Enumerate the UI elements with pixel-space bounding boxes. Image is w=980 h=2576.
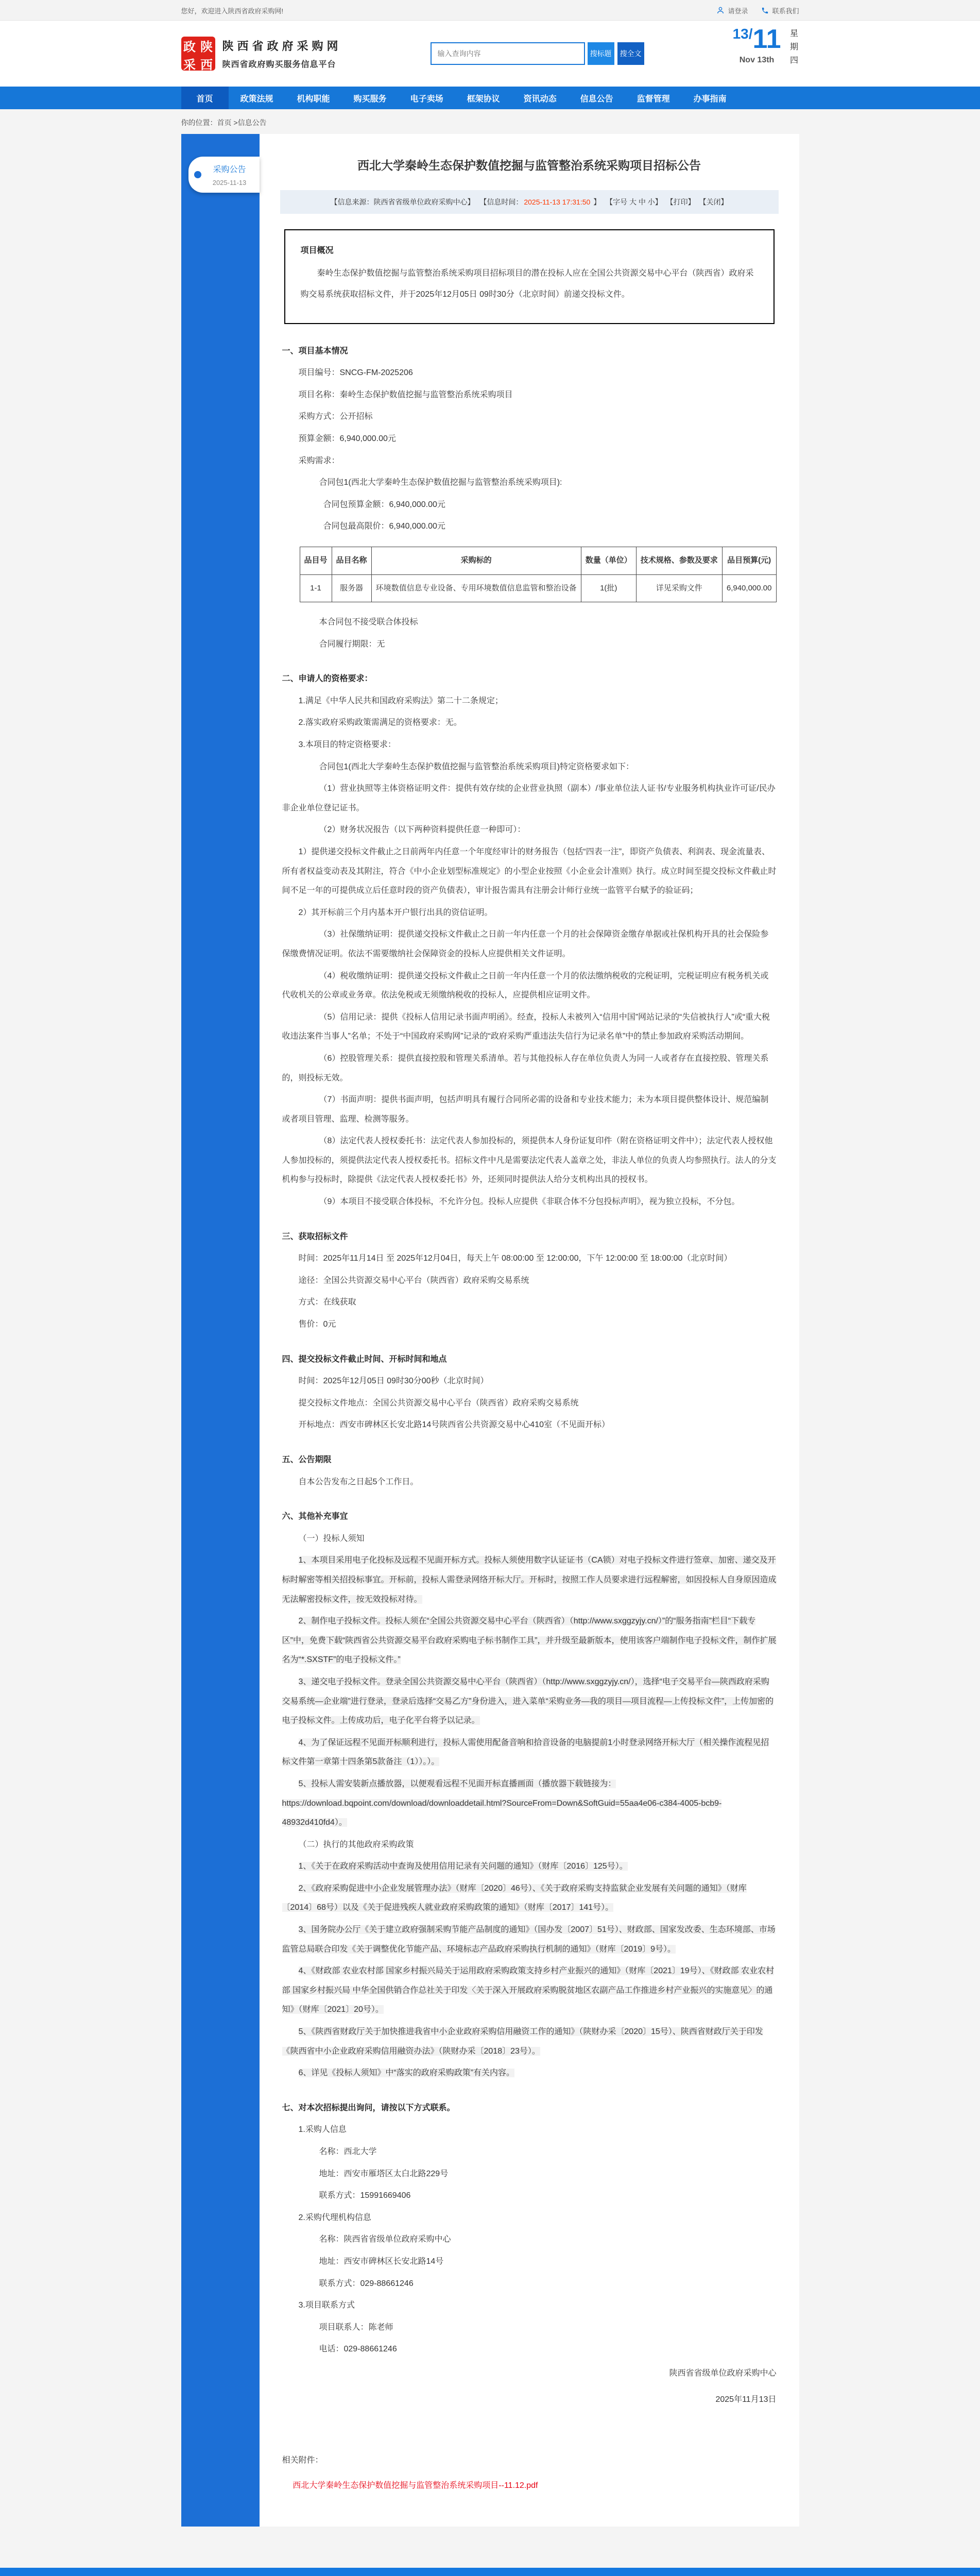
overview-heading: 项目概况: [300, 246, 334, 255]
nav-item[interactable]: 机构职能: [297, 94, 330, 104]
date-english: Nov 13th: [739, 56, 775, 64]
paragraph: 项目编号：SNCG-FM-2025206: [298, 368, 413, 378]
paragraph: 联系方式：029-88661246: [319, 2279, 414, 2288]
table-header-cell: 品目预算(元): [722, 547, 776, 575]
nav-item[interactable]: 首页: [181, 87, 229, 109]
paragraph: （9）本项目不接受联合体投标，不允许分包。投标人应提供《非联合体不分包投标声明》，视为独立投标，不分包。: [319, 1197, 740, 1207]
sidebar-tab-label: 采购公告: [213, 165, 246, 174]
search-input[interactable]: [431, 42, 585, 65]
table-header-row: [300, 547, 776, 575]
item-budget-cell: 6,940,000.00: [722, 574, 776, 602]
paragraph: 自本公告发布之日起5个工作日。: [298, 1477, 419, 1486]
item-name-cell: 服务器: [332, 574, 371, 602]
welcome-text: 您好，欢迎进入陕西省政府采购网!: [181, 7, 284, 15]
brand: [181, 37, 342, 71]
topbar: [0, 0, 980, 21]
paragraph: 途径：全国公共资源交易中心平台（陕西省）政府采购交易系统: [298, 1276, 529, 1285]
article-panel: [260, 134, 799, 2527]
paragraph: 地址：西安市雁塔区太白北路229号: [319, 2169, 449, 2178]
font-size-control[interactable]: 【字号 大 中 小】: [606, 197, 662, 206]
attachment-pdf-link[interactable]: 西北大学秦岭生态保护数值挖掘与监管整治系统采购项目--11.12.pdf: [293, 2481, 538, 2490]
nav-item[interactable]: 监督管理: [637, 94, 670, 104]
table-header-cell: 技术规格、参数及要求: [636, 547, 722, 575]
nav-item[interactable]: 信息公告: [580, 94, 613, 104]
site-logo-icon: 政 陕 采 西: [181, 37, 215, 71]
paragraph: （4）税收缴纳证明：提供递交投标文件截止之日前一年内任意一个月的依法缴纳税收的完税证明，完税证明应有税务机关或代收机关的公章或业务章。依法免税或无须缴纳税收的投标人，应提供相应证明文件。: [282, 971, 769, 1000]
site-header: [0, 21, 980, 87]
sidebar-tab-procurement-announcement[interactable]: [188, 157, 260, 193]
paragraph: 1）提供递交投标文件截止之日前两年内任意一个年度经审计的财务报告（包括“四表一注”，即资产负债表、利润表、现金流量表、所有者权益变动表及其附注，符合《中小企业划型标准规定》的小型企业按照《小企业会计准则》执行。成立时间至提交投标文件截止时间不足一年的可提供成立后任意时段的资产负债表），审计报告需具有注册会计师行业统一监管平台赋予的验证码；: [282, 847, 777, 895]
paragraph: 陕西省省级单位政府采购中心: [669, 2368, 777, 2378]
login-link[interactable]: 请登录: [716, 6, 748, 15]
main-nav: [0, 87, 980, 109]
paragraph: 项目联系人：陈老师: [319, 2323, 393, 2332]
paragraph: 售价：0元: [298, 1320, 336, 1329]
breadcrumb: 你的位置：首页 >信息公告: [181, 118, 267, 127]
info-time-value: 2025-11-13 17:31:50: [524, 197, 591, 206]
paragraph: 2.落实政府采购政策需满足的资格要求：无。: [298, 718, 462, 727]
paragraph: 6、详见《投标人须知》中“落实的政府采购政策”有关内容。: [298, 2069, 515, 2078]
article-title: 西北大学秦岭生态保护数值挖掘与监管整治系统采购项目招标公告: [357, 159, 701, 172]
search-bar: [431, 42, 644, 65]
paragraph: 2.采购代理机构信息: [298, 2213, 371, 2222]
paragraph: 名称：陕西省省级单位政府采购中心: [319, 2235, 451, 2244]
paragraph: 电话：029-88661246: [319, 2345, 397, 2354]
attachments-label: 相关附件：: [282, 2455, 323, 2465]
search-title-button[interactable]: 搜标题: [588, 42, 614, 65]
paragraph: 地址：西安市碑林区长安北路14号: [319, 2257, 444, 2266]
article-meta-bar: [280, 190, 779, 214]
print-button[interactable]: 【打印】: [666, 197, 695, 206]
paragraph: 3.本项目的特定资格要求：: [298, 740, 396, 749]
item-spec-cell: 详见采购文件: [636, 574, 722, 602]
phone-icon: [761, 7, 769, 14]
paragraph: 3.项目联系方式: [298, 2301, 355, 2310]
paragraph: 2、《政府采购促进中小企业发展管理办法》（财库〔2020〕46号）、《关于政府采购支持监狱企业发展有关问题的通知》（财库〔2014〕68号）以及《关于促进残疾人就业政府采购政策的通知》（财库〔2017〕141号）。: [282, 1884, 747, 1912]
sidebar-tab-date: 2025-11-13: [212, 179, 247, 187]
info-source: 【信息来源：陕西省省级单位政府采购中心】: [330, 197, 475, 206]
table-header-cell: 数量（单位）: [581, 547, 636, 575]
item-qty-cell: 1(批): [581, 574, 636, 602]
paragraph: 一、项目基本情况: [282, 346, 348, 355]
nav-item[interactable]: 资讯动态: [523, 94, 557, 104]
paragraph: 合同包最高限价：6,940,000.00元: [323, 522, 445, 531]
table-row: [300, 574, 776, 602]
close-button[interactable]: 【关闭】: [699, 197, 728, 206]
item-target-cell: 环境数值信息专业设备、专用环境数值信息监管和整治设备: [371, 574, 581, 602]
paragraph: 七、对本次招标提出询问，请按以下方式联系。: [282, 2103, 455, 2112]
date-display: 13/11 Nov 13th 星期四: [733, 26, 799, 81]
paragraph: （5）信用记录：提供《投标人信用记录书面声明函》。经查，投标人未被列入“信用中国”网站记录的“失信被执行人”或“重大税收违法案件当事人”名单；不处于“中国政府采购网”记录的“政府采购严重违法失信行为记录名单”中的禁止参加政府采购活动期间。: [282, 1012, 770, 1041]
paragraph: 二、申请人的资格要求：: [282, 674, 373, 684]
paragraph: 2025年11月13日: [715, 2395, 777, 2404]
paragraph: 开标地点：西安市碑林区长安北路14号陕西省公共资源交易中心410室（不见面开标）: [298, 1420, 610, 1430]
user-icon: [716, 6, 725, 14]
paragraph: 2、制作电子投标文件。投标人须在“全国公共资源交易中心平台（陕西省）（http://www.sxggzyjy.cn/）”的“服务指南”栏目“下载专区”中，免费下载“陕西省公共资源交易平台政府采购电子标书制作工具”，并升级至最新版本，使用该客户端制作电子投标文件，制作扩展名为“*.SXSTF”的电子投标文件。”: [282, 1617, 777, 1665]
table-header-cell: 采购标的: [371, 547, 581, 575]
sidebar: [181, 134, 260, 2527]
paragraph: （7）书面声明：提供书面声明，包括声明具有履行合同所必需的设备和专业技术能力；未为本项目提供整体设计、规范编制或者项目管理、监理、检测等服务。: [282, 1095, 769, 1124]
contact-link[interactable]: 联系我们: [761, 6, 799, 15]
breadcrumb-home-link[interactable]: 首页: [217, 118, 232, 127]
paragraph: 联系方式：15991669406: [319, 2191, 411, 2200]
footer: [0, 2568, 980, 2576]
paragraph: 合同包预算金额：6,940,000.00元: [323, 500, 445, 509]
paragraph: 五、公告期限: [282, 1455, 332, 1464]
paragraph: 时间：2025年12月05日 09时30分00秒（北京时间）: [298, 1377, 489, 1386]
paragraph: （8）法定代表人授权委托书：法定代表人参加投标的，须提供本人身份证复印件（附在资格证明文件中）；法定代表人授权他人参加投标的，须提供法定代表人授权委托书。招标文件中凡是需要法定代表人盖章之处，非法人单位的负责人均参照执行。法人的分支机构参与投标时，除提供《法定代表人授权委托书》外，还须同时提供法人给分支机构出具的授权书。: [282, 1137, 777, 1184]
weekday-label: 星期四: [788, 29, 798, 69]
project-overview-box: [284, 229, 775, 324]
paragraph: 1、本项目采用电子化投标及远程不见面开标方式。投标人须使用数字认证证书（CA锁）对电子投标文件进行签章、加密、递交及开标时解密等相关招投标事宜。开标前，投标人需登录网络开标大厅。开标时，按照工作人员要求进行远程解密，如因投标人自身原因造成无法解密投标文件，按无效投标对待。: [282, 1556, 777, 1604]
paragraph: 5、《陕西省财政厅关于加快推进我省中小企业政府采购信用融资工作的通知》（陕财办采〔2020〕15号）、陕西省财政厅关于印发《陕西省中小企业政府采购信用融资办法》（陕财办采〔2018〕23号）。: [282, 2027, 763, 2056]
paragraph: 采购方式：公开招标: [298, 412, 373, 421]
paragraph: （6）控股管理关系：提供直接控股和管理关系清单。若与其他投标人存在单位负责人为同一人或者存在直接控股、管理关系的，则投标无效。: [282, 1054, 769, 1082]
paragraph: 4、《财政部 农业农村部 国家乡村振兴局关于运用政府采购政策支持乡村产业振兴的通知》（财库〔2021〕19号）、《财政部 农业农村部 国家乡村振兴局 中华全国供销合作总社关于印发〈关于深入开展政府采购脱贫地区农副产品工作推进乡村产业振兴的实施意见〉的通知》（财库〔2021〕20号）。: [282, 1967, 775, 2014]
paragraph: 四、提交投标文件截止时间、开标时间和地点: [282, 1354, 447, 1364]
paragraph: 三、获取招标文件: [282, 1232, 348, 1241]
bullet-dot-icon: [194, 171, 201, 178]
paragraph: （1）营业执照等主体资格证明文件：提供有效存续的企业营业执照（副本）/事业单位法人证书/专业服务机构执业许可证/民办非企业单位登记证书。: [282, 784, 776, 812]
paragraph: 4、为了保证远程不见面开标顺利进行，投标人需使用配备音响和拾音设备的电脑提前1小时登录网络开标大厅（相关操作流程见招标文件第一章第十四条第5款备注（1））。）。: [282, 1738, 769, 1767]
site-subtitle: 陕西省政府购买服务信息平台: [222, 60, 336, 69]
nav-item[interactable]: 电子卖场: [410, 94, 443, 104]
paragraph: 1、《关于在政府采购活动中查询及使用信用记录有关问题的通知》（财库〔2016〕125号）。: [298, 1862, 628, 1871]
paragraph: （二）执行的其他政府采购政策: [298, 1840, 414, 1849]
paragraph: （一）投标人须知: [298, 1534, 365, 1543]
table-header-cell: 品目号: [300, 547, 332, 575]
nav-item[interactable]: 购买服务: [353, 94, 387, 104]
paragraph: 5、投标人需安装新点播放器，以便观看远程不见面开标直播画面（播放器下载链接为：https://download.bqpoint.com/download/downloaddetail.html?SourceFrom=Down&SoftGuid=55aa4e06-c384-4005-bcb9-48932d410fd4）。: [282, 1779, 722, 1827]
paragraph: 合同包1(西北大学秦岭生态保护数值挖掘与监管整治系统采购项目)特定资格要求如下：: [319, 762, 634, 771]
nav-item[interactable]: 政策法规: [240, 94, 273, 104]
paragraph: 时间：2025年11月14日 至 2025年12月04日，每天上午 08:00:00 至 12:00:00，下午 12:00:00 至 18:00:00（北京时间）: [298, 1254, 732, 1263]
item-no-cell: 1-1: [300, 574, 332, 602]
paragraph: 3、国务院办公厅《关于建立政府强制采购节能产品制度的通知》（国办发〔2007〕51号）、财政部、国家发改委、生态环境部、市场监管总局联合印发《关于调整优化节能产品、环境标志产品政府采购执行机制的通知》（财库〔2019〕9号）。: [282, 1925, 776, 1954]
attachments-section: [282, 2453, 777, 2490]
paragraph: （3）社保缴纳证明：提供递交投标文件截止之日前一年内任意一个月的社会保障资金缴存单据或社保机构开具的社会保险参保缴费情况证明。依法不需要缴纳社会保障资金的投标人应提供相关文件证明。: [282, 930, 769, 958]
paragraph: 名称：西北大学: [319, 2147, 377, 2156]
nav-item[interactable]: 框架协议: [467, 94, 500, 104]
info-time: 【信息时间： 2025-11-13 17:31:50 】: [479, 197, 601, 206]
paragraph: 六、其他补充事宜: [282, 1512, 348, 1521]
breadcrumb-current[interactable]: 信息公告: [237, 118, 267, 127]
site-title: 陕西省政府采购网: [222, 40, 342, 53]
paragraph: （2）财务状况报告（以下两种资料提供任意一种即可）：: [319, 825, 526, 835]
overview-text: 秦岭生态保护数值挖掘与监管整治系统采购项目招标项目的潜在投标人应在全国公共资源交易中心平台（陕西省）政府采购交易系统获取招标文件，并于2025年12月05日 09时30分（北京时间）前递交投标文件。: [300, 268, 754, 299]
paragraph: 方式：在线获取: [298, 1298, 356, 1307]
paragraph: 2）其开标前三个月内基本开户银行出具的资信证明。: [298, 908, 493, 917]
paragraph: 1.满足《中华人民共和国政府采购法》第二十二条规定；: [298, 696, 503, 705]
search-fulltext-button[interactable]: 搜全文: [617, 42, 644, 65]
paragraph: 提交投标文件地点：全国公共资源交易中心平台（陕西省）政府采购交易系统: [298, 1398, 579, 1408]
paragraph: 采购需求：: [298, 456, 340, 465]
paragraph: 合同包1(西北大学秦岭生态保护数值挖掘与监管整治系统采购项目):: [319, 478, 562, 487]
paragraph: 预算金额：6,940,000.00元: [298, 434, 396, 444]
paragraph: 1.采购人信息: [298, 2125, 347, 2134]
items-table: [300, 547, 777, 602]
paragraph: 3、递交电子投标文件。登录全国公共资源交易中心平台（陕西省）（http://www.sxggzyjy.cn/），选择“电子交易平台—陕西政府采购交易系统—企业端”进行登录，登录后选择“交易乙方”身份进入，进入菜单“采购业务—我的项目—项目流程—上传投标文件”，上传加密的电子投标文件。上传成功后，电子化平台将予以记录。: [282, 1677, 774, 1725]
paragraph: 合同履行期限：无: [319, 639, 385, 649]
paragraph: 本合同包不接受联合体投标: [319, 618, 418, 627]
nav-item[interactable]: 办事指南: [693, 94, 727, 104]
paragraph: 项目名称：秦岭生态保护数值挖掘与监管整治系统采购项目: [298, 390, 513, 399]
table-header-cell: 品目名称: [332, 547, 371, 575]
